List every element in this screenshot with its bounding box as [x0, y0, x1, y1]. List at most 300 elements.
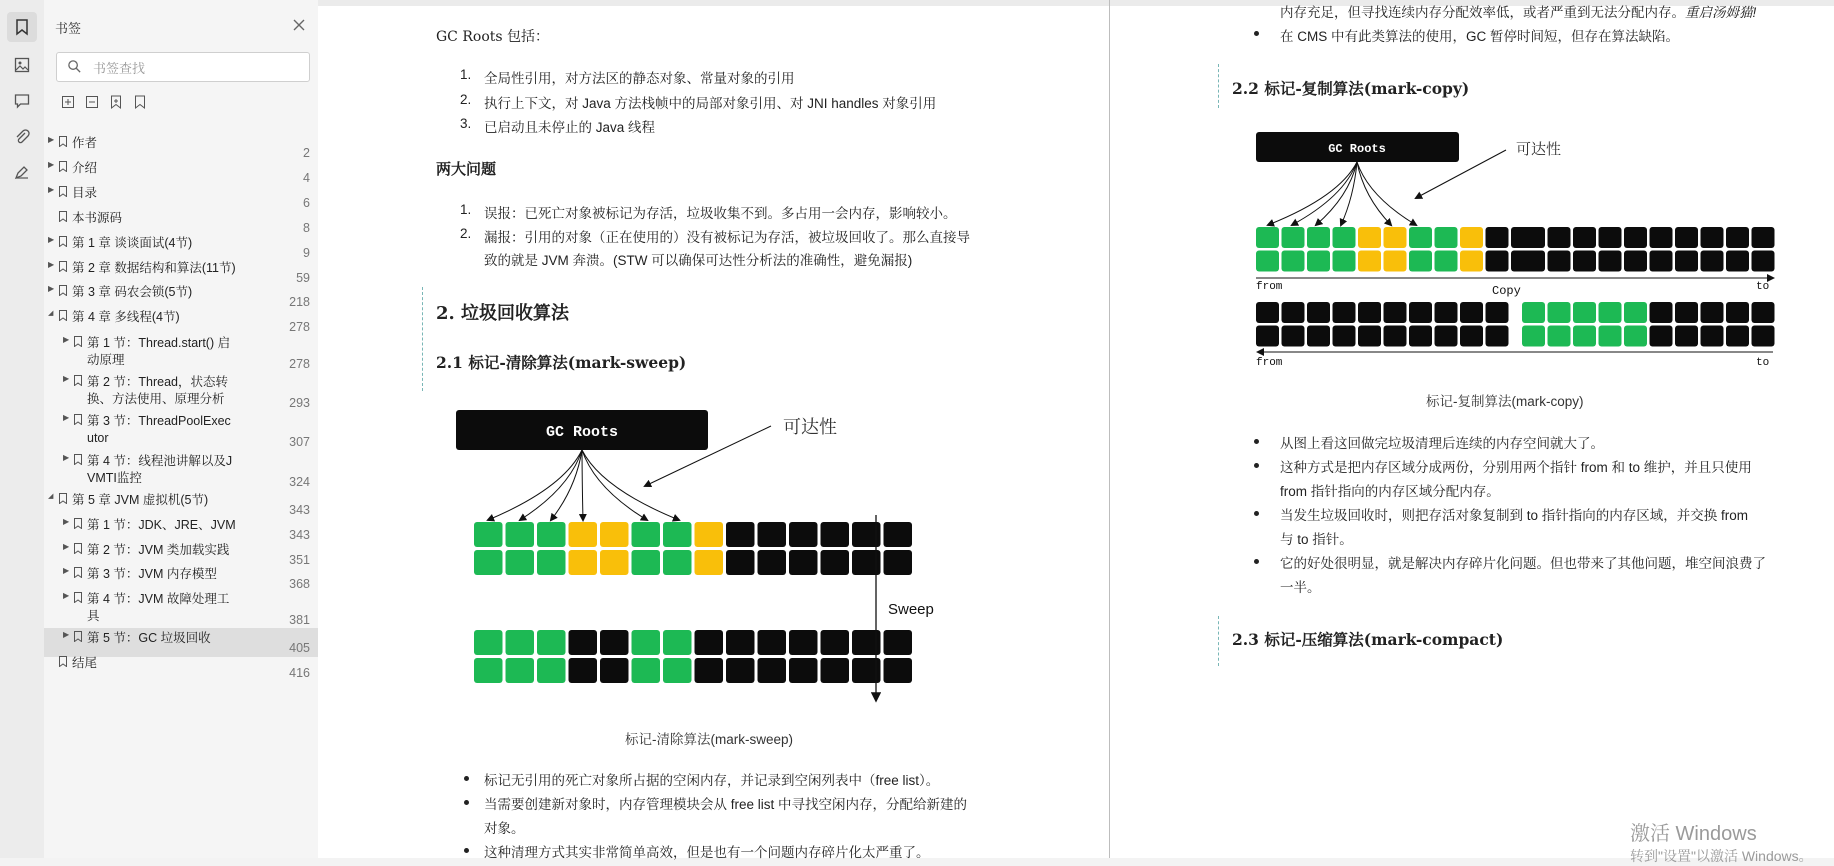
memory-to-space [1256, 302, 1775, 347]
memory-cell [1435, 326, 1458, 347]
memory-cell [695, 630, 724, 655]
list-item: 执行上下文，对 Java 方法栈帧中的局部对象引用、对 JNI handles 对象引用 [484, 96, 937, 111]
activation-watermark-sub: 转到"设置"以激活 Windows。 [1630, 848, 1813, 864]
list-item: 误报：已死亡对象被标记为存活，垃圾收集不到。多占用一会内存，影响较小。 [484, 206, 957, 221]
bookmark-panel [44, 0, 319, 858]
bookmark-label-line: 第 1 章 谈谈面试(4节) [72, 236, 193, 250]
memory-cell [474, 522, 503, 547]
memory-cell [506, 550, 535, 575]
memory-cell [789, 630, 818, 655]
bullet [1254, 31, 1259, 36]
list-number: 2. [460, 92, 472, 107]
problems-heading: 两大问题 [436, 161, 497, 178]
expand-right-icon[interactable]: ▶ [48, 185, 55, 194]
memory-after [474, 630, 912, 683]
memory-cell [1599, 227, 1622, 248]
memory-cell [632, 658, 661, 683]
memory-cell [1486, 251, 1509, 272]
expand-down-icon[interactable]: ◢ [48, 310, 54, 317]
memory-cell [569, 630, 598, 655]
memory-cell [569, 550, 598, 575]
list-number: 2. [460, 226, 472, 241]
memory-cell [1486, 302, 1509, 323]
bookmark-item[interactable] [44, 133, 318, 160]
memory-cell [1384, 251, 1407, 272]
gc-roots-label: GC Roots [1328, 142, 1386, 156]
bookmark-item[interactable] [44, 653, 318, 680]
memory-cell [600, 658, 629, 683]
bookmark-label [87, 517, 236, 534]
memory-cell [1256, 302, 1279, 323]
memory-cell [1573, 251, 1596, 272]
memory-cell [1409, 302, 1432, 323]
bookmark-item[interactable] [44, 411, 318, 451]
bookmark-label [87, 630, 211, 647]
reference-arrow [582, 450, 647, 520]
comment-icon[interactable] [7, 86, 37, 116]
list-item: 漏报：引用的对象（正在使用的）没有被标记为存活，被垃圾回收了。那么直接导 [484, 230, 970, 245]
bullet [464, 800, 469, 805]
bookmark-page: 343 [289, 503, 310, 517]
bookmark-label-line: 第 1 节：JDK、JRE、JVM [87, 518, 236, 532]
memory-cell [726, 522, 755, 547]
bookmark-icon [59, 310, 67, 321]
bookmark-page: 278 [289, 320, 310, 334]
memory-cell [1599, 326, 1622, 347]
bookmark-page: 218 [289, 295, 310, 309]
bookmark-page: 6 [303, 196, 310, 210]
memory-cell [789, 550, 818, 575]
to-label: to [1756, 281, 1770, 293]
memory-cell [1752, 326, 1775, 347]
memory-cell [1701, 251, 1724, 272]
bookmark-icon [59, 211, 67, 222]
bookmark-item[interactable] [44, 589, 318, 629]
figure-caption: 标记-清除算法(mark-sweep) [625, 732, 794, 747]
bookmark-label-line: 第 4 节：线程池讲解以及J [87, 454, 233, 468]
expand-down-icon[interactable]: ◢ [48, 493, 54, 500]
figure-caption: 标记-复制算法(mark-copy) [1426, 394, 1584, 409]
memory-cell [537, 522, 566, 547]
memory-cell [1384, 302, 1407, 323]
bookmark-label [72, 235, 192, 252]
bookmark-item[interactable] [44, 540, 318, 567]
bookmark-icon [59, 656, 67, 667]
document-view [318, 0, 1834, 864]
bookmark-item[interactable] [44, 372, 318, 412]
bullet-text-cont: 对象。 [484, 821, 525, 836]
memory-cell [1624, 326, 1647, 347]
memory-cell [821, 658, 850, 683]
reference-arrows [1268, 162, 1416, 225]
bookmark-icon [74, 631, 82, 642]
memory-cell [1522, 227, 1545, 248]
bullet [1254, 559, 1259, 564]
memory-cell [1460, 251, 1483, 272]
memory-cell [1599, 302, 1622, 323]
memory-cell [1726, 227, 1749, 248]
expand-right-icon[interactable]: ▶ [63, 591, 70, 600]
memory-cell [663, 658, 692, 683]
memory-cell [1548, 326, 1571, 347]
memory-cell [1333, 326, 1356, 347]
continued-text [1280, 1, 1756, 21]
expand-right-icon[interactable]: ▶ [63, 413, 70, 422]
memory-cell [1435, 251, 1458, 272]
bookmark-label [72, 284, 192, 301]
bookmark-label-line: VMTI监控 [87, 471, 142, 485]
memory-cell [569, 522, 598, 547]
bookmark-item[interactable] [44, 564, 318, 591]
activation-watermark: 激活 Windows [1630, 823, 1757, 845]
bookmark-page: 278 [289, 357, 310, 371]
bookmark-page: 405 [289, 641, 310, 655]
reachability-label: 可达性 [1516, 141, 1562, 158]
bookmark-item[interactable] [44, 307, 318, 334]
memory-cell [537, 550, 566, 575]
expand-right-icon[interactable]: ▶ [48, 284, 55, 293]
heading-marker [422, 287, 423, 391]
reference-arrow [1357, 162, 1391, 225]
memory-cell [1726, 251, 1749, 272]
memory-cell [1726, 326, 1749, 347]
bookmark-icon [59, 493, 67, 504]
close-icon[interactable] [290, 16, 308, 34]
memory-cell [726, 550, 755, 575]
collapse-all-icon[interactable] [84, 94, 102, 112]
memory-cell [1573, 227, 1596, 248]
memory-cell [1675, 251, 1698, 272]
bullet [1254, 511, 1259, 516]
bookmark-label-line: 具 [87, 609, 100, 623]
expand-right-icon[interactable]: ▶ [48, 235, 55, 244]
memory-cell [695, 658, 724, 683]
memory-cell [1358, 251, 1381, 272]
list-item-cont: 致的就是 JVM 奔溃。(STW 可以确保可达性分析法的准确性，避免漏报) [484, 253, 913, 268]
list-number: 3. [460, 116, 472, 131]
bookmark-icon [59, 261, 67, 272]
bookmark-item[interactable] [44, 490, 318, 517]
memory-cell [1573, 326, 1596, 347]
bookmark-label [72, 185, 97, 202]
memory-cell [758, 550, 787, 575]
bullet-text: 从图上看这回做完垃圾清理后连续的内存空间就大了。 [1280, 436, 1604, 451]
bookmark-page: 324 [289, 475, 310, 489]
bookmark-label-line: 动原理 [87, 353, 125, 367]
subsection-heading: 2.3 标记-压缩算法(mark-compact) [1232, 630, 1504, 649]
memory-cell [663, 522, 692, 547]
bookmark-label [87, 413, 231, 447]
memory-cell [1548, 227, 1571, 248]
bookmark-label [72, 135, 97, 152]
panel-title: 书签 [55, 21, 82, 36]
bookmark-icon [74, 454, 82, 465]
sweep-label: Sweep [888, 601, 934, 618]
bookmark-item[interactable] [44, 333, 318, 373]
bookmark-page: 368 [289, 577, 310, 591]
bookmark-label-line: 第 2 章 数据结构和算法(11节) [72, 261, 236, 275]
memory-cell [600, 550, 629, 575]
bookmark-search [56, 52, 310, 82]
reachability-label: 可达性 [783, 417, 837, 437]
memory-cell [758, 522, 787, 547]
bookmark-page: 351 [289, 553, 310, 567]
expand-right-icon[interactable]: ▶ [48, 160, 55, 169]
memory-cell [884, 522, 913, 547]
continued-text-plain: 内存充足，但寻找连续内存分配效率低，或者严重到无法分配内存。 [1280, 5, 1685, 20]
attachment-icon[interactable] [7, 122, 37, 152]
bullet-text: 标记无引用的死亡对象所占据的空闲内存，并记录到空闲列表中（free list）。 [484, 773, 940, 788]
bookmark-panel-icon[interactable] [7, 12, 37, 42]
reference-arrow [582, 450, 583, 520]
bookmark-icon [59, 236, 67, 247]
bullet-text: 在 CMS 中有此类算法的使用，GC 暂停时间短，但存在算法缺陷。 [1280, 29, 1680, 44]
memory-cell [726, 658, 755, 683]
bookmark-search-input[interactable] [91, 57, 305, 79]
heading-marker [1218, 616, 1219, 666]
bookmark-label [72, 309, 180, 326]
bookmark-icon [74, 375, 82, 386]
bookmark-label [87, 591, 229, 625]
memory-cell [1522, 302, 1545, 323]
bullet [464, 848, 469, 853]
memory-cell [1522, 326, 1545, 347]
bookmark-icon [74, 543, 82, 554]
memory-cell [1624, 227, 1647, 248]
memory-cell [1599, 251, 1622, 272]
memory-cell [1435, 302, 1458, 323]
expand-right-icon[interactable]: ▶ [48, 135, 55, 144]
memory-cell [506, 658, 535, 683]
memory-cell [1384, 326, 1407, 347]
reference-arrow [1292, 162, 1357, 225]
memory-cell [1650, 302, 1673, 323]
bookmark-item[interactable] [44, 282, 318, 309]
memory-cell [1650, 326, 1673, 347]
mark-sweep-figure [438, 402, 998, 712]
list-number: 1. [460, 67, 472, 82]
bookmark-label [87, 335, 230, 369]
memory-cell [1256, 326, 1279, 347]
bookmark-label-line: 第 3 章 码农会锁(5节) [72, 285, 193, 299]
bullet-text: 当需要创建新对象时，内存管理模块会从 free list 中寻找空闲内存，分配给新建的 [484, 797, 968, 812]
memory-cell [600, 522, 629, 547]
memory-cell [1307, 326, 1330, 347]
expand-right-icon[interactable]: ▶ [63, 453, 70, 462]
bookmark-label-line: 第 3 节：JVM 内存模型 [87, 567, 217, 581]
reference-arrow [1357, 162, 1416, 225]
bookmark-page: 381 [289, 613, 310, 627]
mark-copy-figure [1236, 128, 1796, 378]
bookmark-label [72, 160, 97, 177]
memory-cell [1256, 251, 1279, 272]
bookmark-page: 59 [296, 271, 310, 285]
section-heading: 2. 垃圾回收算法 [436, 303, 570, 324]
bullet-text: 这种方式是把内存区域分成两份，分别用两个指针 from 和 to 维护，并且只使用 [1280, 460, 1752, 475]
memory-cell [1624, 302, 1647, 323]
bookmark-label-line: 换、方法使用、原理分析 [87, 392, 225, 406]
expand-right-icon[interactable]: ▶ [63, 335, 70, 344]
bullet-text-cont: 一半。 [1280, 580, 1321, 595]
bookmark-icon [59, 161, 67, 172]
bookmark-label [87, 542, 229, 559]
bookmark-label [87, 566, 217, 583]
bookmark-icon [74, 518, 82, 529]
list-number: 1. [460, 202, 472, 217]
memory-cell [1522, 251, 1545, 272]
to-label: to [1756, 357, 1770, 369]
bookmark-page: 4 [303, 171, 310, 185]
memory-cell [632, 630, 661, 655]
memory-cell [1256, 227, 1279, 248]
tool-rail [0, 0, 45, 858]
bullet-text-cont: 与 to 指针。 [1280, 532, 1353, 547]
expand-right-icon[interactable]: ▶ [63, 630, 70, 639]
expand-right-icon[interactable]: ▶ [63, 517, 70, 526]
bookmark-label-line: 第 1 节：Thread.start() 启 [87, 336, 231, 350]
memory-cell [821, 630, 850, 655]
expand-right-icon[interactable]: ▶ [48, 260, 55, 269]
memory-cell [632, 522, 661, 547]
gc-roots-label: GC Roots [545, 424, 619, 441]
from-label: from [1256, 281, 1283, 293]
search-icon [67, 59, 82, 74]
bullet [1254, 463, 1259, 468]
bookmark-label-line: 介绍 [72, 161, 98, 175]
bookmark-label-line: 目录 [72, 186, 98, 200]
bookmark-page: 2 [303, 146, 310, 160]
list-item: 全局性引用，对方法区的静态对象、常量对象的引用 [484, 71, 795, 86]
memory-cell [884, 550, 913, 575]
bookmark-icon [74, 592, 82, 603]
memory-cell [789, 658, 818, 683]
memory-cell [884, 630, 913, 655]
bullet-text: 当发生垃圾回收时，则把存活对象复制到 to 指针指向的内存区域，并交换 from [1280, 508, 1749, 523]
bookmark-page: 307 [289, 435, 310, 449]
memory-cell [1358, 326, 1381, 347]
gc-roots-intro: GC Roots 包括： [436, 29, 550, 45]
expand-right-icon[interactable]: ▶ [63, 566, 70, 575]
memory-cell [1675, 302, 1698, 323]
memory-cell [569, 658, 598, 683]
bookmark-label-line: 本书源码 [72, 211, 123, 225]
memory-cell [1307, 251, 1330, 272]
heading-marker [1218, 64, 1219, 108]
memory-cell [1282, 251, 1305, 272]
memory-cell [821, 550, 850, 575]
memory-cell [1701, 227, 1724, 248]
bookmark-item[interactable] [44, 158, 318, 185]
memory-cell [1409, 326, 1432, 347]
reference-arrows [488, 450, 679, 520]
memory-cell [1726, 302, 1749, 323]
memory-cell [1701, 302, 1724, 323]
bookmark-item[interactable] [44, 208, 318, 235]
memory-cell [1486, 326, 1509, 347]
bookmark-label-line: 第 4 章 多线程(4节) [72, 310, 180, 324]
bookmark-item[interactable] [44, 183, 318, 210]
memory-cell [537, 658, 566, 683]
memory-cell [1307, 227, 1330, 248]
bookmark-label-line: 第 4 节：JVM 故障处理工 [87, 592, 230, 606]
list-item: 已启动且未停止的 Java 线程 [484, 120, 656, 135]
memory-cell [1282, 326, 1305, 347]
memory-cell [758, 630, 787, 655]
expand-all-icon[interactable] [60, 94, 78, 112]
memory-cell [726, 630, 755, 655]
bookmark-icon [74, 336, 82, 347]
memory-cell [1282, 227, 1305, 248]
memory-cell [632, 550, 661, 575]
bookmark-page: 8 [303, 221, 310, 235]
memory-cell [1701, 326, 1724, 347]
bullet [464, 776, 469, 781]
memory-cell [1624, 251, 1647, 272]
bookmark-icon [74, 414, 82, 425]
memory-cell [1573, 302, 1596, 323]
bookmark-label-line: 第 5 章 JVM 虚拟机(5节) [72, 493, 209, 507]
bookmark-item[interactable] [44, 515, 318, 542]
bookmark-item[interactable] [44, 258, 318, 285]
add-bookmark-icon[interactable] [108, 94, 126, 112]
bookmark-page: 9 [303, 246, 310, 260]
bullet-text: 它的好处很明显，就是解决内存碎片化问题。但也带来了其他问题，堆空间浪费了 [1280, 556, 1766, 571]
memory-cell [1486, 227, 1509, 248]
memory-cell [1675, 326, 1698, 347]
bookmark-label-line: utor [87, 431, 109, 445]
memory-cell [821, 522, 850, 547]
expand-right-icon[interactable]: ▶ [63, 542, 70, 551]
memory-cell [695, 550, 724, 575]
memory-cell [474, 658, 503, 683]
from-label: from [1256, 357, 1283, 369]
memory-cell [1333, 227, 1356, 248]
memory-cell [1460, 227, 1483, 248]
memory-cell [1307, 302, 1330, 323]
memory-cell [1282, 302, 1305, 323]
memory-cell [506, 522, 535, 547]
bullet [1254, 439, 1259, 444]
bookmark-label-line: 作者 [72, 136, 98, 150]
page-divider [1109, 0, 1110, 858]
signature-icon[interactable] [7, 157, 37, 187]
remove-bookmark-icon[interactable] [132, 94, 150, 112]
memory-cell [537, 630, 566, 655]
bookmark-icon [59, 136, 67, 147]
memory-cell [1548, 302, 1571, 323]
memory-cell [1460, 326, 1483, 347]
bookmark-label [72, 655, 97, 672]
thumbnail-icon[interactable] [7, 50, 37, 80]
memory-cell [1435, 227, 1458, 248]
memory-cell [506, 630, 535, 655]
bookmark-page: 416 [289, 666, 310, 680]
bookmark-item[interactable] [44, 233, 318, 260]
bookmark-item[interactable] [44, 451, 318, 491]
bookmark-label-line: 第 2 节：Thread，状态转 [87, 375, 229, 389]
subsection-heading: 2.1 标记-清除算法(mark-sweep) [436, 353, 687, 372]
memory-cell [1548, 251, 1571, 272]
memory-cell [1675, 227, 1698, 248]
bullet-text-cont: from 指针指向的内存区域分配内存。 [1280, 484, 1500, 499]
subsection-heading: 2.2 标记-复制算法(mark-copy) [1232, 79, 1470, 98]
bookmark-page: 293 [289, 396, 310, 410]
continued-text-em: 重启汤姆猫! [1685, 5, 1757, 20]
expand-right-icon[interactable]: ▶ [63, 374, 70, 383]
memory-cell [1752, 302, 1775, 323]
memory-cell [1333, 251, 1356, 272]
bookmark-icon [74, 567, 82, 578]
